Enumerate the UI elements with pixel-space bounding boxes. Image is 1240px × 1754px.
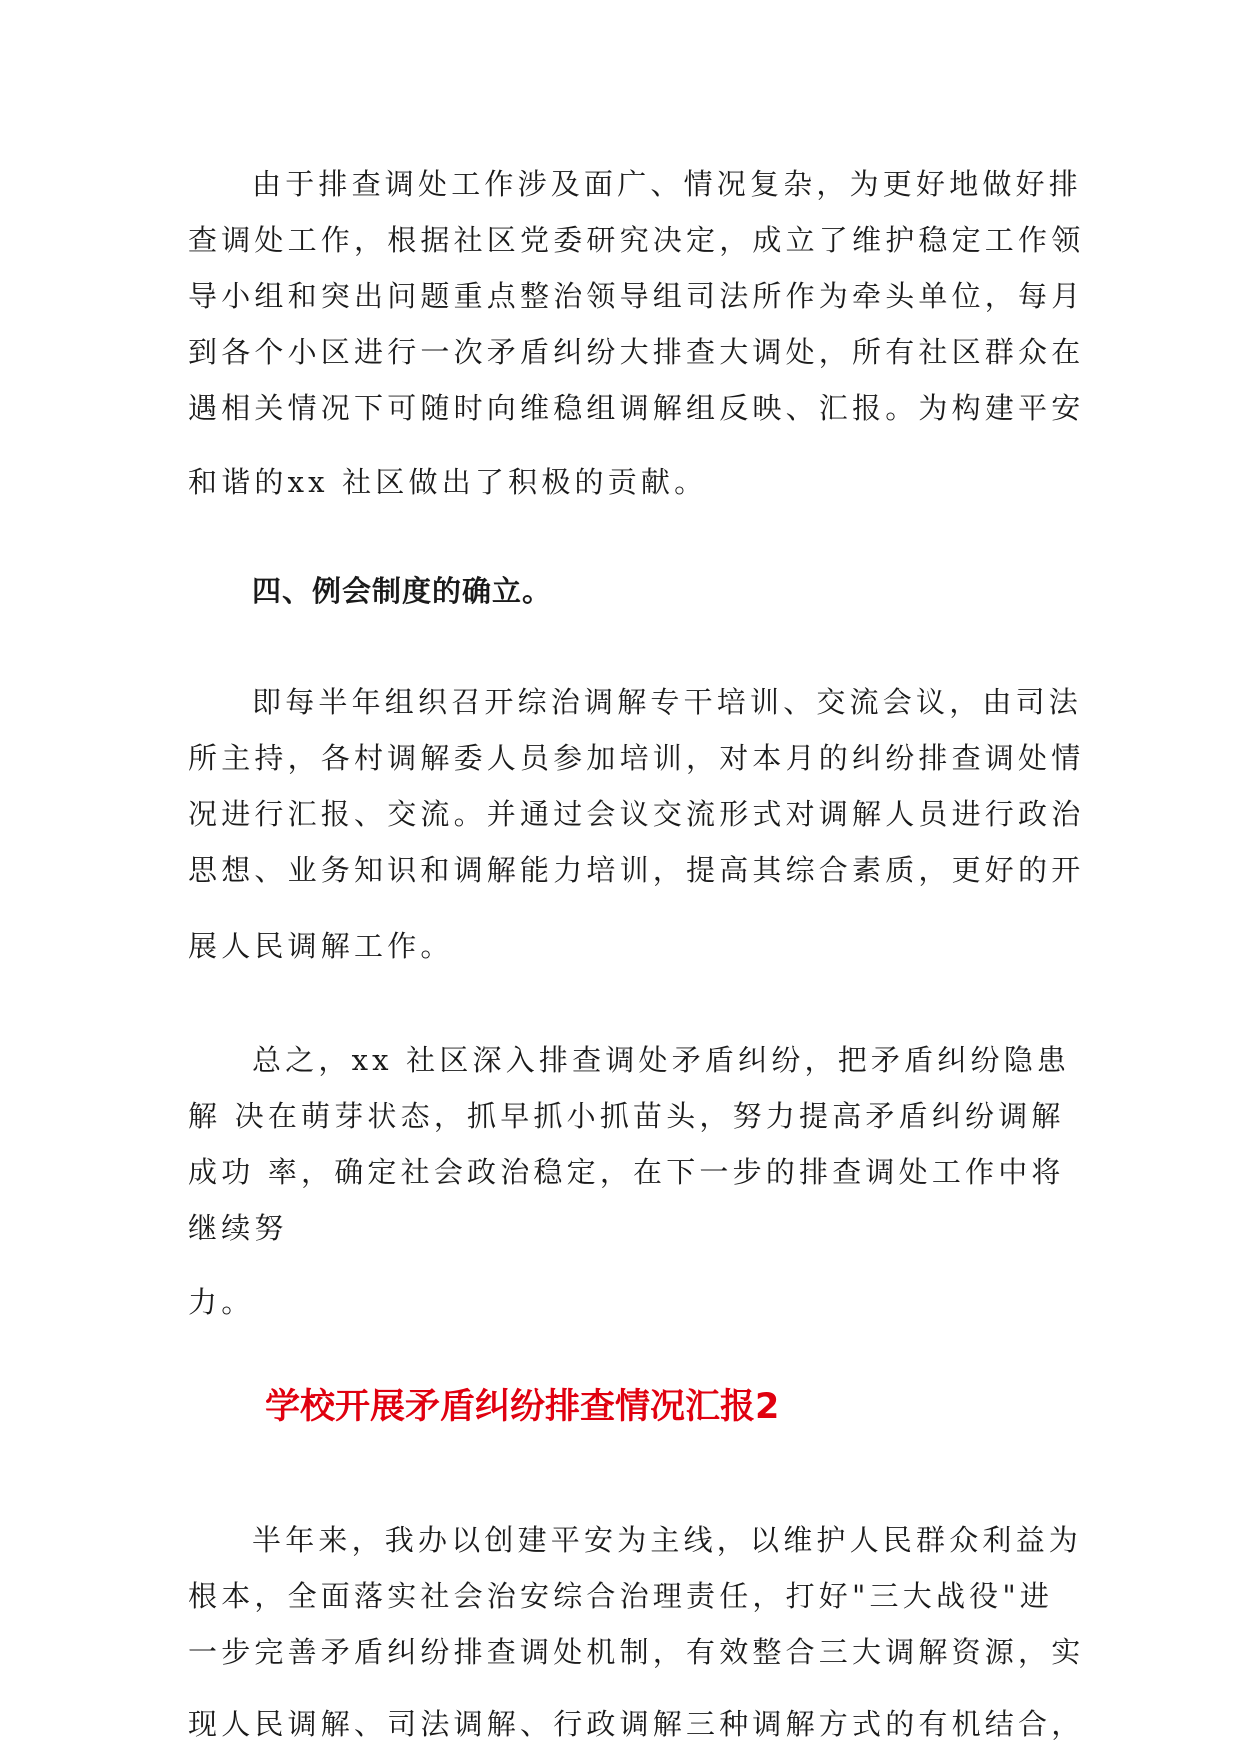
- paragraph-line: 况进行汇报、交流。并通过会议交流形式对调解人员进行政治: [188, 797, 1085, 831]
- paragraph-line: 解 决在萌芽状态，抓早抓小抓苗头，努力提高矛盾纠纷调解: [188, 1099, 1065, 1133]
- paragraph-line: 继续努: [188, 1211, 288, 1245]
- paragraph-line: 到各个小区进行一次矛盾纠纷大排查大调处，所有社区群众在: [188, 335, 1085, 369]
- paragraph-line: 总之，xx 社区深入排查调处矛盾纠纷，把矛盾纠纷隐患: [252, 1043, 1071, 1077]
- paragraph-line: 成功 率，确定社会政治稳定，在下一步的排查调处工作中将: [188, 1155, 1065, 1189]
- paragraph-line: 现人民调解、司法调解、行政调解三种调解方式的有机结合，: [188, 1707, 1085, 1741]
- paragraph-line: 一步完善矛盾纠纷排查调处机制，有效整合三大调解资源，实: [188, 1635, 1085, 1669]
- section-heading: 四、例会制度的确立。: [252, 574, 553, 608]
- paragraph-line: 思想、业务知识和调解能力培训，提高其综合素质，更好的开: [188, 853, 1085, 887]
- paragraph-line: 遇相关情况下可随时向维稳组调解组反映、汇报。为构建平安: [188, 391, 1085, 425]
- paragraph-line: 由于排查调处工作涉及面广、情况复杂，为更好地做好排: [252, 167, 1083, 201]
- paragraph-line: 和谐的xx 社区做出了积极的贡献。: [188, 465, 708, 499]
- paragraph-line: 即每半年组织召开综治调解专干培训、交流会议，由司法: [252, 685, 1083, 719]
- paragraph-line: 所主持，各村调解委人员参加培训，对本月的纠纷排查调处情: [188, 741, 1085, 775]
- paragraph-line: 展人民调解工作。: [188, 929, 454, 963]
- paragraph-line: 半年来，我办以创建平安为主线，以维护人民群众利益为: [252, 1523, 1083, 1557]
- paragraph-line: 根本，全面落实社会治安综合治理责任，打好"三大战役"进: [188, 1579, 1054, 1613]
- paragraph-line: 力。: [188, 1285, 255, 1319]
- paragraph-line: 查调处工作，根据社区党委研究决定，成立了维护稳定工作领: [188, 223, 1085, 257]
- document-title: 学校开展矛盾纠纷排查情况汇报2: [265, 1387, 780, 1427]
- paragraph-line: 导小组和突出问题重点整治领导组司法所作为牵头单位，每月: [188, 279, 1085, 313]
